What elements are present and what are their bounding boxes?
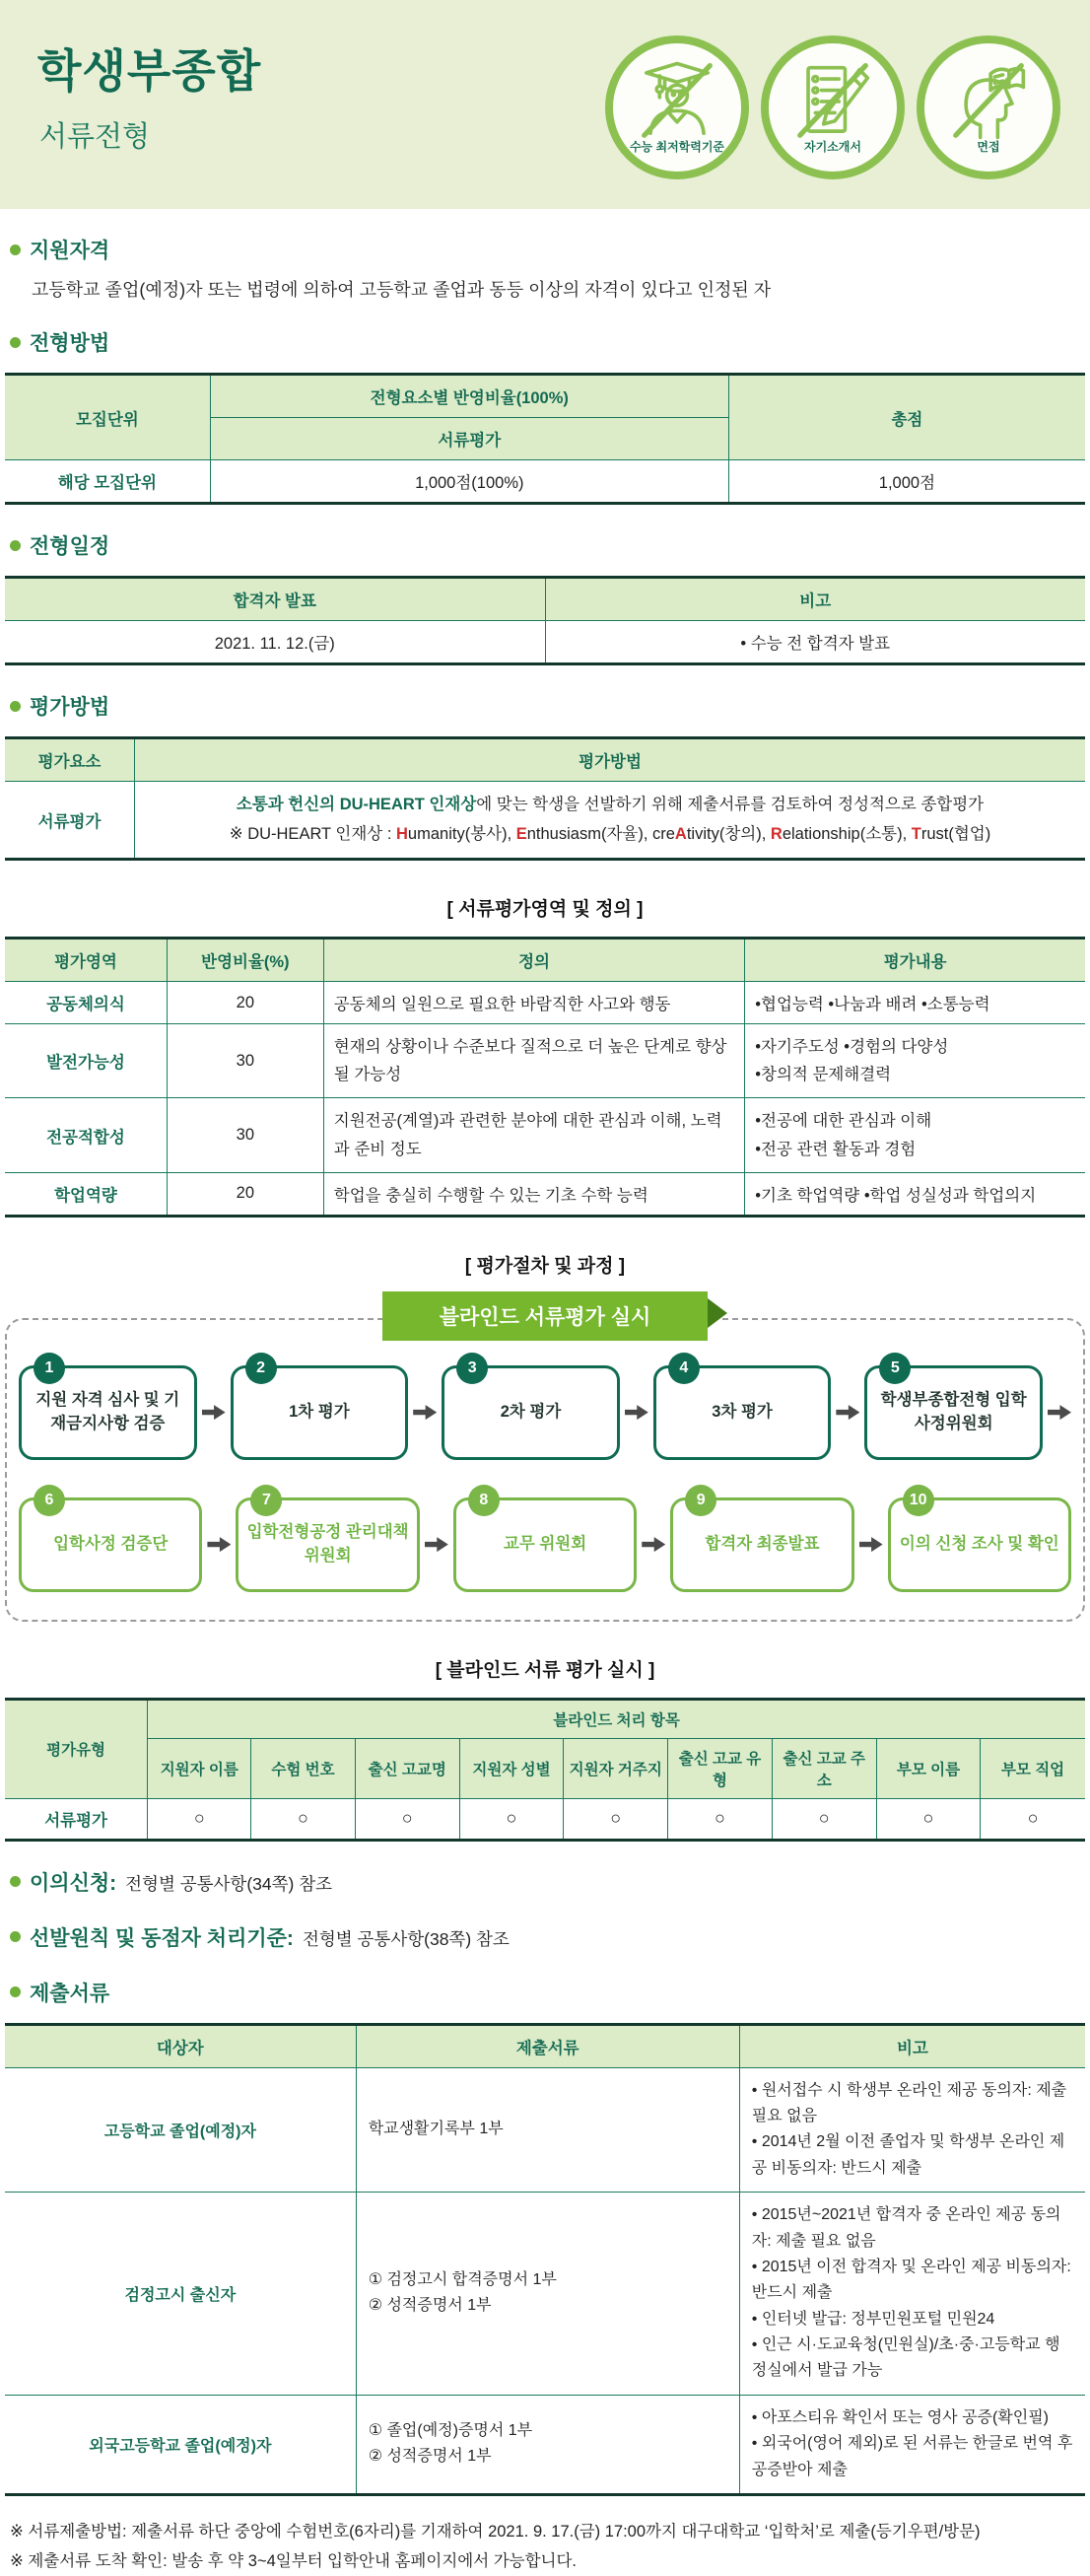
col-header-school-address: 출신 고교 주소 — [772, 1738, 876, 1798]
table-row — [5, 782, 1085, 860]
badge-no-csat-minimum — [605, 35, 749, 179]
step-number: 5 — [879, 1353, 911, 1384]
cell-eval-method — [135, 782, 1085, 860]
flow-step-9 — [670, 1491, 853, 1592]
col-header-area: 평가영역 — [5, 939, 167, 982]
page-title: 학생부종합 — [37, 45, 262, 97]
col-header-doc-eval: 서류평가 — [210, 418, 728, 460]
step-number: 2 — [245, 1353, 277, 1384]
blind-mark: ○ — [564, 1798, 668, 1840]
cell-definition: 지원전공(계열)과 관련한 분야에 대한 관심과 이해, 노력과 준비 정도 — [323, 1098, 744, 1172]
badge-no-self-introduction — [761, 35, 905, 179]
table-row — [5, 2395, 1085, 2494]
section-schedule-title — [10, 505, 1090, 560]
step-number: 4 — [668, 1353, 700, 1384]
col-header-announce: 합격자 발표 — [5, 578, 545, 621]
step-number: 1 — [34, 1353, 65, 1384]
section-eligibility-title — [10, 209, 1090, 264]
doc-line: ② 성적증명서 1부 — [368, 2297, 492, 2315]
step-number: 6 — [34, 1485, 65, 1516]
bullet-dot — [10, 1986, 21, 1997]
step-number: 3 — [456, 1353, 488, 1384]
doc-line: 학교생활기록부 1부 — [368, 2121, 504, 2138]
col-header-note: 비고 — [739, 2024, 1085, 2067]
col-header-total: 총점 — [728, 375, 1085, 460]
flow-row-1 — [19, 1358, 1071, 1460]
arrow-right-icon — [642, 1537, 665, 1552]
blind-mark: ○ — [355, 1798, 459, 1840]
badge-no-interview — [917, 35, 1060, 179]
arrow-right-icon — [413, 1405, 437, 1420]
col-header-docs: 제출서류 — [356, 2024, 739, 2067]
step-number: 10 — [903, 1485, 934, 1516]
flow-step-8 — [453, 1491, 637, 1592]
cell-definition: 현재의 상황이나 수준보다 질적으로 더 높은 단계로 향상될 가능성 — [323, 1024, 744, 1098]
cell-docs — [356, 2395, 739, 2494]
arrow-right-icon — [625, 1405, 648, 1420]
flow-step-4 — [653, 1358, 832, 1460]
note-line: • 인근 시·도교육청(민원실)/초·중·고등학교 행정실에서 발급 가능 — [751, 2336, 1060, 2380]
cell-notes — [739, 2067, 1085, 2193]
table-row — [5, 2193, 1085, 2396]
cell-definition: 학업을 충실히 수행할 수 있는 기초 수학 능력 — [323, 1172, 744, 1216]
arrow-right-icon — [425, 1537, 448, 1552]
step-label: 합격자 최종발표 — [705, 1534, 820, 1553]
blind-table — [5, 1698, 1085, 1842]
areas-caption: [ 서류평가영역 및 정의 ] — [446, 899, 644, 921]
contents-line: •창의적 문제해결력 — [755, 1066, 892, 1084]
col-header-contents: 평가내용 — [745, 939, 1085, 982]
blind-mark: ○ — [459, 1798, 563, 1840]
note-line: • 아포스티유 확인서 또는 영사 공증(확인필) — [751, 2408, 1050, 2426]
contents-line: •협업능력 •나눔과 배려 •소통능력 — [755, 996, 990, 1014]
step-label: 교무 위원회 — [503, 1534, 587, 1553]
step-number: 8 — [468, 1485, 500, 1516]
col-header-definition: 정의 — [323, 939, 744, 982]
bullet-dot — [10, 1931, 21, 1942]
footnote-submission-method: ※ 서류제출방법: 제출서류 하단 중앙에 수험번호(6자리)를 기재하여 2021. 9. 17.(금) 17:00까지 대구대학교 ‘입학처’로 제출(등기우편/방문) — [10, 2523, 981, 2541]
note-line: • 외국어(영어 제외)로 된 서류는 한글로 번역 후 공증받아 제출 — [751, 2435, 1073, 2478]
cell-area-name: 공동체의식 — [5, 982, 167, 1024]
col-header-blind-group: 블라인드 처리 항목 — [148, 1699, 1085, 1738]
col-header-residence: 지원자 거주지 — [564, 1738, 668, 1798]
col-header-gender: 지원자 성별 — [459, 1738, 563, 1798]
step-label: 2차 평가 — [500, 1402, 562, 1421]
eval-method-line1: 소통과 헌신의 DU-HEART 인재상에 맞는 학생을 선발하기 위해 제출서류를 검토하여 정성적으로 종합평가 — [236, 796, 985, 813]
section-title: 전형방법 — [30, 332, 110, 355]
section-appeal — [10, 1842, 1090, 1897]
cell-notes — [739, 2193, 1085, 2396]
col-header-ratio: 반영비율(%) — [167, 939, 323, 982]
cell-target: 외국고등학교 졸업(예정)자 — [5, 2395, 356, 2494]
section-method-title — [10, 302, 1090, 357]
col-header-applicant-name: 지원자 이름 — [148, 1738, 251, 1798]
flowchart-dashed-area — [5, 1318, 1085, 1622]
arrow-right-icon — [1048, 1405, 1071, 1420]
note-line: • 2015년 이전 합격자 및 온라인 제공 비동의자: 반드시 제출 — [751, 2258, 1071, 2302]
cell-target: 고등학교 졸업(예정)자 — [5, 2067, 356, 2193]
cell-doc-score: 1,000점(100%) — [210, 460, 728, 504]
section-title: 선발원칙 및 동점자 처리기준: — [30, 1926, 294, 1950]
section-body: 전형별 공통사항(38쪽) 참조 — [302, 1928, 510, 1949]
blind-mark: ○ — [251, 1798, 355, 1840]
banner-label: 블라인드 서류평가 실시 — [439, 1305, 651, 1329]
cell-docs — [356, 2193, 739, 2396]
step-label: 입학사정 검증단 — [53, 1534, 169, 1553]
badge-label: 자기소개서 — [804, 140, 861, 154]
col-header-school-type: 출신 고교 유형 — [668, 1738, 772, 1798]
table-row — [5, 621, 1085, 664]
submission-table — [5, 2023, 1085, 2496]
cell-contents — [745, 1024, 1085, 1098]
flow-step-5 — [864, 1358, 1043, 1460]
footnote-arrival-check: ※ 제출서류 도착 확인: 발송 후 약 3~4일부터 입학안내 홈페이지에서 가능합니다. — [10, 2551, 577, 2570]
table-row — [5, 1024, 1085, 1098]
flow-row-2 — [19, 1491, 1071, 1592]
section-body: 전형별 공통사항(34쪽) 참조 — [125, 1873, 333, 1894]
table-row — [5, 1172, 1085, 1216]
cell-area-name: 전공적합성 — [5, 1098, 167, 1172]
cell-area-name: 학업역량 — [5, 1172, 167, 1216]
blind-mark: ○ — [981, 1798, 1085, 1840]
header-badges — [605, 35, 1060, 179]
table-row — [5, 982, 1085, 1024]
cell-contents — [745, 1172, 1085, 1216]
section-submission-title — [10, 1952, 1090, 2007]
cell-element: 서류평가 — [5, 782, 135, 860]
col-header-note: 비고 — [545, 578, 1085, 621]
note-line: • 2015년~2021년 합격자 중 온라인 제공 동의자: 제출 필요 없음 — [751, 2206, 1061, 2250]
process-caption: [ 평가절차 및 과정 ] — [464, 1255, 626, 1277]
cell-ratio: 30 — [167, 1098, 323, 1172]
arrow-right-icon — [202, 1405, 226, 1420]
evaluation-table — [5, 736, 1085, 861]
blind-mark: ○ — [148, 1798, 251, 1840]
doc-line: ① 졸업(예정)증명서 1부 — [368, 2422, 533, 2440]
cell-unit: 해당 모집단위 — [5, 460, 210, 504]
cell-ratio: 20 — [167, 1172, 323, 1216]
arrow-right-icon — [859, 1537, 883, 1552]
cell-note: • 수능 전 합격자 발표 — [545, 621, 1085, 664]
method-table — [5, 373, 1085, 505]
bullet-dot — [10, 540, 21, 551]
banner-fold-triangle — [708, 1298, 727, 1328]
col-header-exam-number: 수험 번호 — [251, 1738, 355, 1798]
bullet-dot — [10, 701, 21, 712]
table-row — [5, 1798, 1085, 1840]
flow-step-2 — [231, 1358, 409, 1460]
flow-step-10 — [888, 1491, 1071, 1592]
note-line: • 원서접수 시 학생부 온라인 제공 동의자: 제출 필요 없음 — [751, 2081, 1067, 2124]
cell-area-name: 발전가능성 — [5, 1024, 167, 1098]
process-flowchart — [5, 1291, 1085, 1622]
col-header-unit: 모집단위 — [5, 375, 210, 460]
doc-line: ① 검정고시 합격증명서 1부 — [368, 2271, 557, 2289]
cell-contents — [745, 1098, 1085, 1172]
cell-docs — [356, 2067, 739, 2193]
flow-step-3 — [442, 1358, 620, 1460]
col-header-target: 대상자 — [5, 2024, 356, 2067]
section-evaluation-title — [10, 665, 1090, 721]
cell-notes — [739, 2395, 1085, 2494]
note-line: • 인터넷 발급: 정부민원포털 민원24 — [751, 2310, 995, 2328]
schedule-table — [5, 576, 1085, 665]
table-row — [5, 460, 1085, 504]
header-banner — [0, 0, 1090, 209]
blind-eval-banner — [382, 1291, 708, 1341]
section-title: 전형일정 — [30, 535, 110, 558]
section-title: 지원자격 — [30, 240, 110, 262]
contents-line: •전공 관련 활동과 경험 — [755, 1140, 917, 1158]
step-label: 학생부종합전형 입학사정위원회 — [880, 1390, 1027, 1432]
table-row — [5, 2067, 1085, 2193]
badge-label: 면접 — [977, 140, 1000, 154]
contents-line: •자기주도성 •경험의 다양성 — [755, 1038, 949, 1057]
blind-mark: ○ — [668, 1798, 772, 1840]
flow-step-6 — [19, 1491, 202, 1592]
section-title: 제출서류 — [30, 1982, 110, 2005]
step-label: 3차 평가 — [712, 1402, 773, 1421]
eval-method-line2: ※ DU-HEART 인재상 : Humanity(봉사), Enthusiasm(자율), creAtivity(창의), Relationship(소통), Trust(협업) — [229, 824, 991, 843]
step-label: 입학전형공정 관리대책위원회 — [246, 1522, 409, 1565]
col-header-element: 평가요소 — [5, 738, 135, 782]
flow-step-7 — [236, 1491, 419, 1592]
cell-definition: 공동체의 일원으로 필요한 바람직한 사고와 행동 — [323, 982, 744, 1024]
col-header-ratio: 전형요소별 반영비율(100%) — [210, 375, 728, 418]
bullet-dot — [10, 337, 21, 348]
step-number: 9 — [685, 1485, 716, 1516]
blind-mark: ○ — [772, 1798, 876, 1840]
step-label: 이의 신청 조사 및 확인 — [899, 1534, 1059, 1553]
step-label: 1차 평가 — [289, 1402, 350, 1421]
areas-table — [5, 937, 1085, 1217]
cell-eval-type: 서류평가 — [5, 1798, 148, 1840]
bullet-dot — [10, 244, 21, 255]
section-title: 평가방법 — [30, 696, 110, 719]
step-number: 7 — [250, 1485, 282, 1516]
section-selection-rules — [10, 1897, 1090, 1952]
blind-mark: ○ — [876, 1798, 980, 1840]
table-row — [5, 1098, 1085, 1172]
arrow-right-icon — [836, 1405, 859, 1420]
step-label: 지원 자격 심사 및 기재금지사항 검증 — [35, 1390, 180, 1432]
cell-ratio: 30 — [167, 1024, 323, 1098]
arrow-right-icon — [207, 1537, 231, 1552]
cell-contents — [745, 982, 1085, 1024]
note-line: • 2014년 2월 이전 졸업자 및 학생부 온라인 제공 비동의자: 반드시 제출 — [751, 2133, 1065, 2177]
eligibility-body: 고등학교 졸업(예정)자 또는 법령에 의하여 고등학교 졸업과 동등 이상의 자격이 있다고 인정된 자 — [32, 280, 772, 300]
flow-step-1 — [19, 1358, 197, 1460]
page-subtitle: 서류전형 — [39, 121, 151, 153]
col-header-parent-job: 부모 직업 — [981, 1738, 1085, 1798]
col-header-eval-type: 평가유형 — [5, 1699, 148, 1798]
doc-line: ② 성적증명서 1부 — [368, 2448, 492, 2466]
contents-line: •전공에 대한 관심과 이해 — [755, 1112, 932, 1131]
cell-announce-date: 2021. 11. 12.(금) — [5, 621, 545, 664]
col-header-eval-method: 평가방법 — [135, 738, 1085, 782]
cell-ratio: 20 — [167, 982, 323, 1024]
badge-label: 수능 최저학력기준 — [629, 140, 725, 154]
contents-line: •기초 학업역량 •학업 성실성과 학업의지 — [755, 1186, 1037, 1205]
cell-total-score: 1,000점 — [728, 460, 1085, 504]
section-title: 이의신청: — [30, 1871, 117, 1895]
bullet-dot — [10, 1876, 21, 1887]
blind-caption: [ 블라인드 서류 평가 실시 ] — [435, 1659, 655, 1681]
col-header-parent-name: 부모 이름 — [876, 1738, 980, 1798]
cell-target: 검정고시 출신자 — [5, 2193, 356, 2396]
col-header-school-name: 출신 고교명 — [355, 1738, 459, 1798]
footnotes — [10, 2518, 1080, 2576]
